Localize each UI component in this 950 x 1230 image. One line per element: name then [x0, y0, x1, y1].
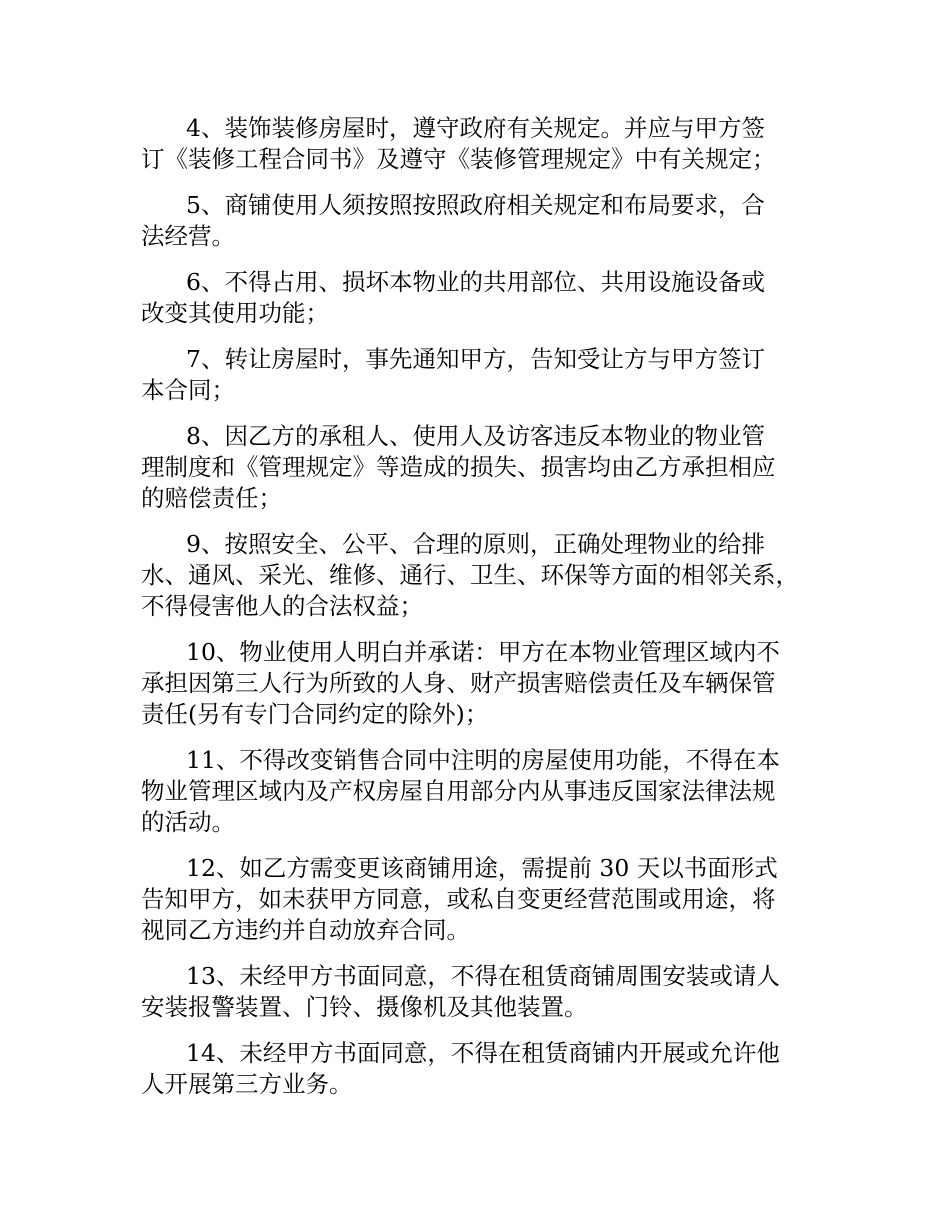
clause-line: 12、如乙方需变更该商铺用途，需提前 30 天以书面形式: [186, 854, 778, 882]
clause-line: 9、按照安全、公平、合理的原则，正确处理物业的给排: [186, 530, 765, 558]
clause-line: 6、不得占用、损坏本物业的共用部位、共用设施设备或: [186, 268, 765, 296]
clause-line: 改变其使用功能；: [141, 299, 329, 327]
clause-9: [141, 529, 821, 622]
clause-line: 11、不得改变销售合同中注明的房屋使用功能，不得在本: [186, 746, 780, 774]
clause-line: 的活动。: [141, 808, 235, 836]
clause-line: 告知甲方，如未获甲方同意，或私自变更经营范围或用途，将: [141, 885, 776, 913]
clause-10: [141, 637, 821, 730]
clause-line: 5、商铺使用人须按照按照政府相关规定和布局要求，合: [186, 191, 765, 219]
clause-13: [141, 961, 821, 1023]
clause-line: 责任(另有专门合同约定的除外)；: [141, 700, 489, 728]
clause-12: [141, 853, 821, 946]
document-body: [141, 113, 821, 1115]
clause-line: 物业管理区域内及产权房屋自用部分内从事违反国家法律法规: [141, 777, 776, 805]
clause-line: 水、通风、采光、维修、通行、卫生、环保等方面的相邻关系，: [141, 561, 799, 589]
clause-8: [141, 421, 821, 514]
clause-14: [141, 1038, 821, 1100]
clause-line: 安装报警装置、门铃、摄像机及其他装置。: [141, 993, 588, 1021]
clause-line: 视同乙方违约并自动放弃合同。: [141, 916, 470, 944]
clause-4: [141, 113, 821, 175]
clause-line: 本合同；: [141, 376, 235, 404]
clause-line: 7、转让房屋时，事先通知甲方，告知受让方与甲方签订: [186, 345, 765, 373]
clause-line: 不得侵害他人的合法权益；: [141, 592, 423, 620]
clause-7: [141, 344, 821, 406]
clause-line: 法经营。: [141, 222, 235, 250]
clause-line: 订《装修工程合同书》及遵守《装修管理规定》中有关规定；: [141, 145, 776, 173]
clause-11: [141, 745, 821, 838]
clause-line: 8、因乙方的承租人、使用人及访客违反本物业的物业管: [186, 422, 765, 450]
clause-line: 4、装饰装修房屋时，遵守政府有关规定。并应与甲方签: [186, 114, 765, 142]
clause-line: 14、未经甲方书面同意，不得在租赁商铺内开展或允许他: [186, 1039, 780, 1067]
clause-5: [141, 190, 821, 252]
clause-line: 的赔偿责任；: [141, 484, 282, 512]
clause-6: [141, 267, 821, 329]
clause-line: 承担因第三人行为所致的人身、财产损害赔偿责任及车辆保管: [141, 669, 776, 697]
clause-line: 13、未经甲方书面同意，不得在租赁商铺周围安装或请人: [186, 962, 780, 990]
clause-line: 10、物业使用人明白并承诺：甲方在本物业管理区域内不: [186, 638, 780, 666]
clause-line: 理制度和《管理规定》等造成的损失、损害均由乙方承担相应: [141, 453, 776, 481]
clause-line: 人开展第三方业务。: [141, 1070, 353, 1098]
